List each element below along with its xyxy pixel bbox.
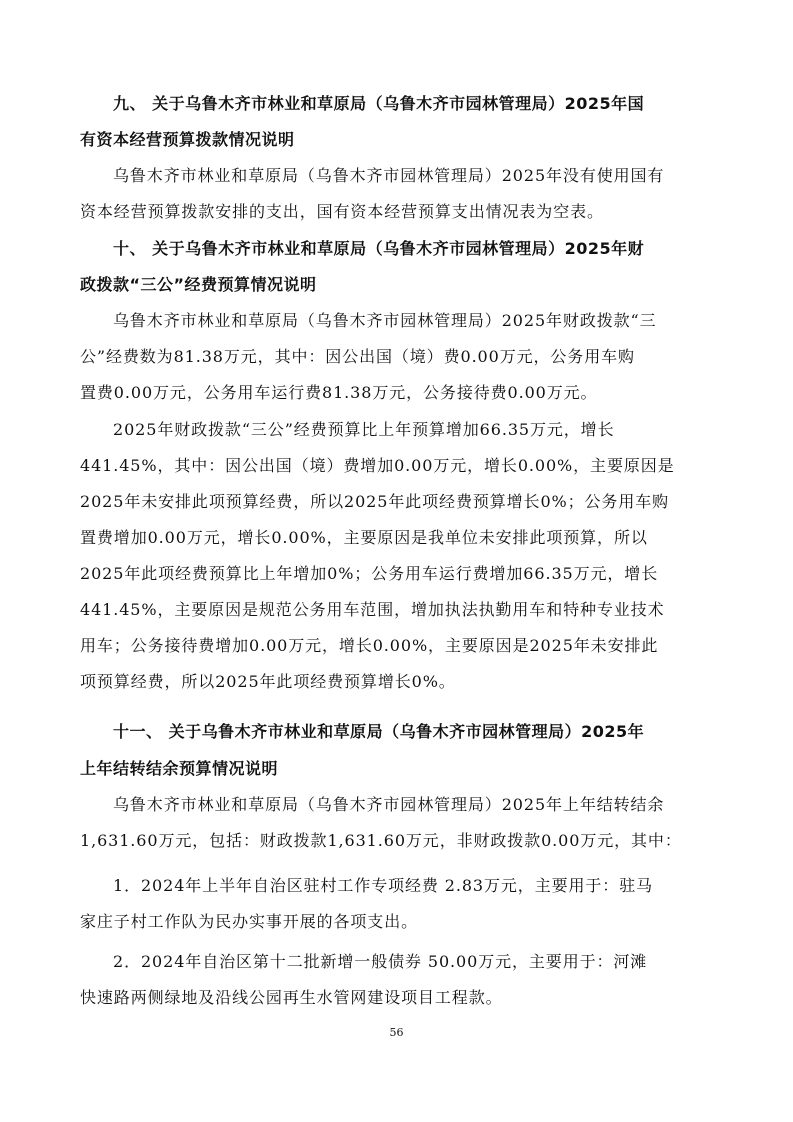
paragraph-line: 441.45%，主要原因是规范公务用车范围，增加执法执勤用车和特种专业技术 <box>80 600 665 619</box>
section-11-heading-line-1: 十一、 关于乌鲁木齐市林业和草原局（乌鲁木齐市园林管理局）2025年 <box>113 722 645 741</box>
section-11-heading-line-2: 上年结转结余预算情况说明 <box>80 759 279 778</box>
paragraph-line: 家庄子村工作队为民办实事开展的各项支出。 <box>80 912 419 931</box>
section-10-heading-line-2: 政拨款“三公”经费预算情况说明 <box>80 275 317 294</box>
paragraph-line: 1,631.60万元，包括：财政拨款1,631.60万元，非财政拨款0.00万元，其中： <box>80 831 682 850</box>
paragraph-line: 1．2024年上半年自治区驻村工作专项经费 2.83万元，主要用于：驻马 <box>113 876 654 895</box>
paragraph-line: 441.45%，其中：因公出国（境）费增加0.00万元，增长0.00%，主要原因是 <box>80 456 675 475</box>
paragraph-line: 2025年财政拨款“三公”经费预算比上年预算增加66.35万元，增长 <box>113 420 615 439</box>
paragraph-line: 公”经费数为81.38万元，其中：因公出国（境）费0.00万元，公务用车购 <box>80 347 635 366</box>
paragraph-line: 用车；公务接待费增加0.00万元，增长0.00%，主要原因是2025年未安排此 <box>80 636 659 655</box>
paragraph-line: 乌鲁木齐市林业和草原局（乌鲁木齐市园林管理局）2025年没有使用国有 <box>113 166 665 185</box>
section-9-heading-line-1: 九、 关于乌鲁木齐市林业和草原局（乌鲁木齐市园林管理局）2025年国 <box>113 94 645 113</box>
paragraph-line: 置费增加0.00万元，增长0.00%，主要原因是我单位未安排此项预算，所以 <box>80 528 648 547</box>
paragraph-line: 快速路两侧绿地及沿线公园再生水管网建设项目工程款。 <box>80 988 503 1007</box>
page-number: 56 <box>389 1026 404 1039</box>
section-9-heading-line-2: 有资本经营预算拨款情况说明 <box>80 130 295 149</box>
paragraph-line: 乌鲁木齐市林业和草原局（乌鲁木齐市园林管理局）2025年上年结转结余 <box>113 795 665 814</box>
paragraph-line: 置费0.00万元，公务用车运行费81.38万元，公务接待费0.00万元。 <box>80 383 598 402</box>
paragraph-line: 2．2024年自治区第十二批新增一般债券 50.00万元，主要用于：河滩 <box>113 952 648 971</box>
paragraph-line: 2025年此项经费预算比上年增加0%；公务用车运行费增加66.35万元，增长 <box>80 564 659 583</box>
paragraph-line: 资本经营预算拨款安排的支出，国有资本经营预算支出情况表为空表。 <box>80 202 604 221</box>
paragraph-line: 项预算经费，所以2025年此项经费预算增长0%。 <box>80 672 456 691</box>
paragraph-line: 2025年未安排此项预算经费，所以2025年此项经费预算增长0%；公务用车购 <box>80 492 670 511</box>
paragraph-line: 乌鲁木齐市林业和草原局（乌鲁木齐市园林管理局）2025年财政拨款“三 <box>113 311 657 330</box>
section-10-heading-line-1: 十、 关于乌鲁木齐市林业和草原局（乌鲁木齐市园林管理局）2025年财 <box>113 239 645 258</box>
